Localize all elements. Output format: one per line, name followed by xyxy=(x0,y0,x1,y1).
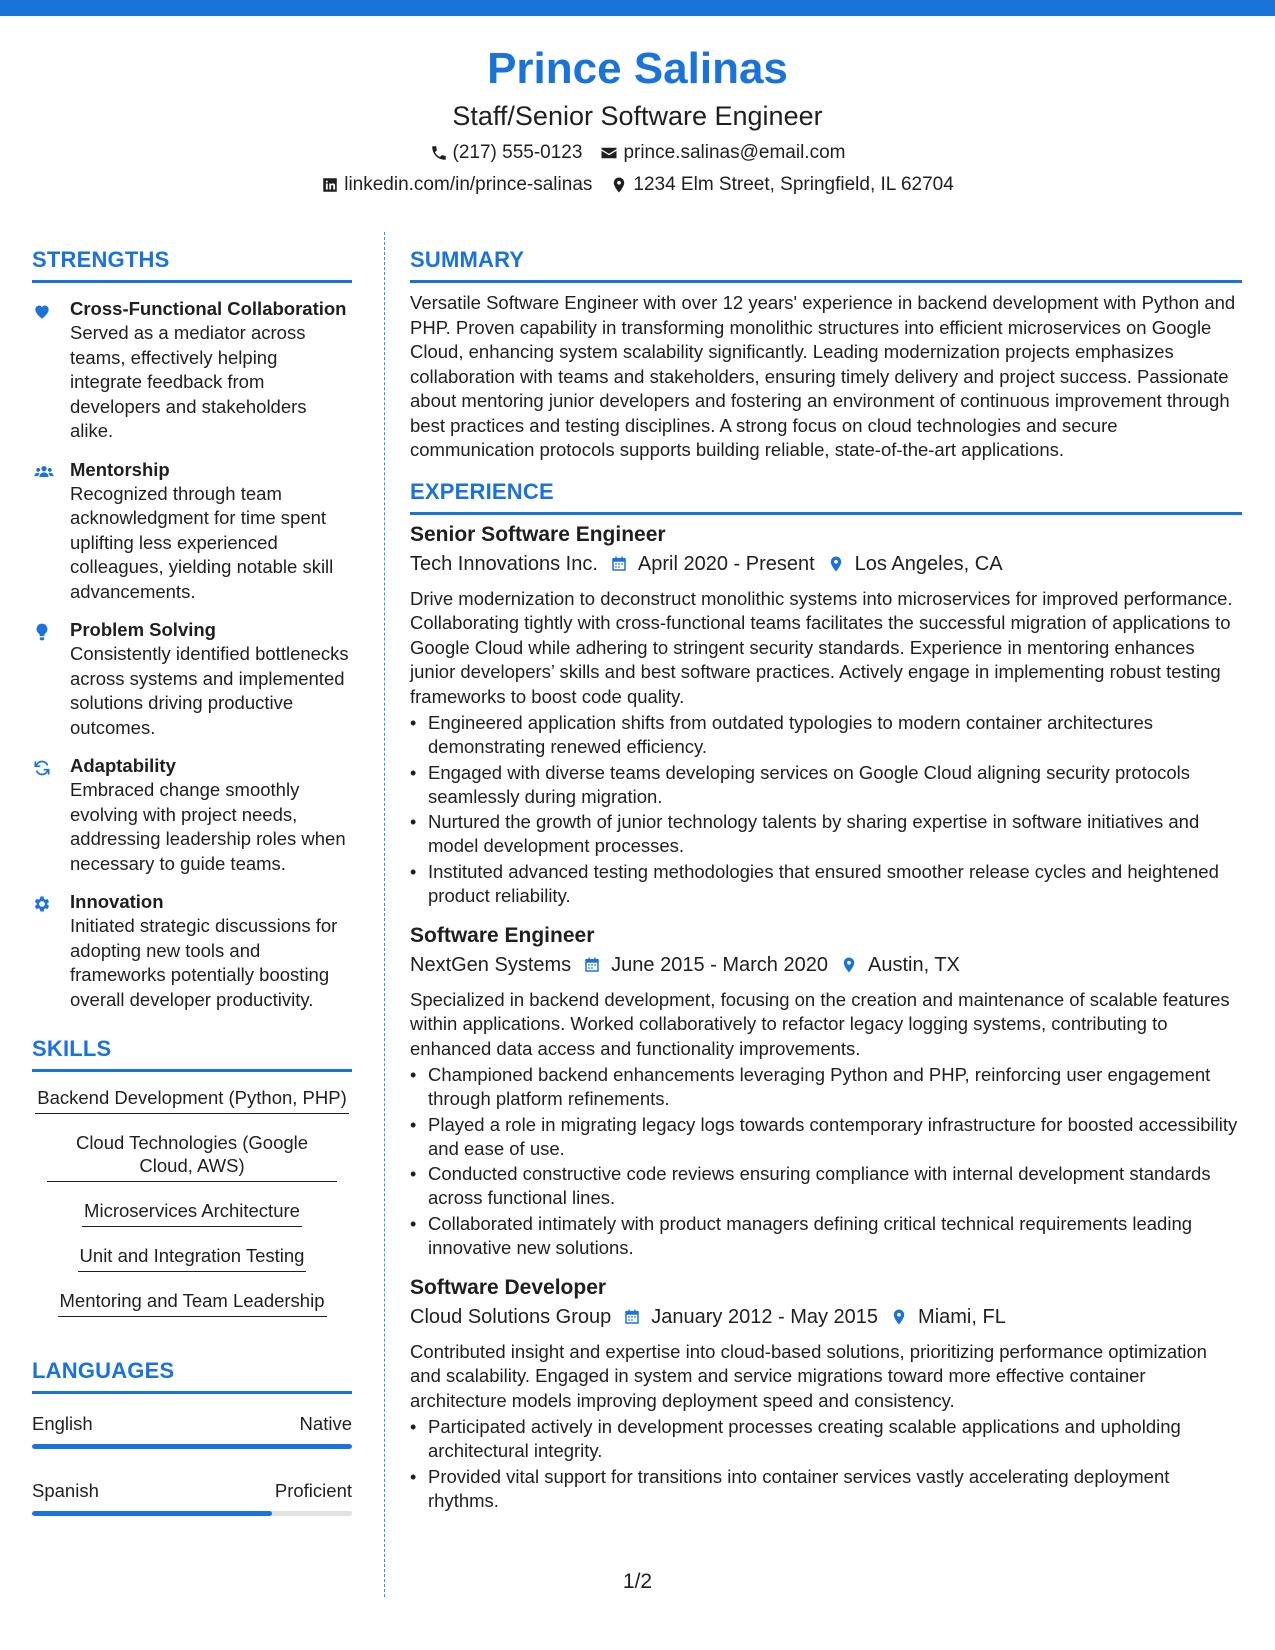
language-item xyxy=(32,1479,352,1516)
strength-item xyxy=(32,458,352,605)
map-pin-icon xyxy=(840,956,858,974)
job-meta xyxy=(410,549,1242,579)
strength-heading: Cross-Functional Collaboration xyxy=(70,298,347,319)
strength-item xyxy=(32,618,352,740)
skill-tag: Unit and Integration Testing xyxy=(78,1244,307,1272)
job-bullet: • Engaged with diverse teams developing services on Google Cloud aligning security protocols seamlessly during migration. xyxy=(410,761,1242,809)
strength-description: Served as a mediator across teams, effectively helping integrate feedback from developers and stakeholders alike. xyxy=(70,322,307,441)
top-accent-bar xyxy=(0,0,1275,16)
phone-text: (217) 555-0123 xyxy=(452,142,583,163)
email-item[interactable] xyxy=(600,140,845,166)
job-bullet: • Engineered application shifts from outdated typologies to modern container architectures demonstrating renewed efficiency. xyxy=(410,711,1242,759)
right-column xyxy=(410,245,1242,1527)
language-proficiency-fill xyxy=(32,1511,272,1516)
strength-heading: Innovation xyxy=(70,891,164,912)
language-proficiency-fill xyxy=(32,1444,352,1449)
address-item xyxy=(610,172,953,198)
job-company: Cloud Solutions Group xyxy=(410,1305,612,1328)
language-proficiency-bar xyxy=(32,1444,352,1449)
job-location: Miami, FL xyxy=(918,1305,1006,1328)
map-pin-icon xyxy=(890,1308,908,1326)
job-description: Contributed insight and expertise into cloud-based solutions, prioritizing performance optimization and scalability. Engaged in system and service migrations toward more effective container architecture models improving deployment speed and consistency. xyxy=(410,1340,1207,1411)
summary-text: Versatile Software Engineer with over 12 years' experience in backend development with Python and PHP. Proven capability in transforming monolithic structures into efficient microservices on Google Cloud, enhancing system scalability significantly. Leading modernization projects emphasizes collaboration with teams and stakeholders, ensuring timely delivery and project success. Passionate about mentoring junior developers and fostering an environment of continuous improvement through best practices and testing disciplines. A strong focus on cloud technologies and secure communication protocols supports building reliable, state-of-the-art applications. xyxy=(410,292,1236,460)
skill-tag: Backend Development (Python, PHP) xyxy=(35,1086,349,1114)
map-pin-icon xyxy=(827,555,845,573)
strengths-heading: STRENGTHS xyxy=(32,245,352,283)
linkedin-item[interactable] xyxy=(321,172,592,198)
sync-icon xyxy=(32,758,52,778)
skills-heading: SKILLS xyxy=(32,1034,352,1072)
contact-row-1 xyxy=(0,140,1275,166)
summary-heading: SUMMARY xyxy=(410,245,1242,283)
job-description: Specialized in backend development, focusing on the creation and maintenance of scalable features within applications. Worked collaboratively to refactor legacy logging systems, contributing to enhanced data access and functionality improvements. xyxy=(410,988,1230,1059)
resume-header xyxy=(0,40,1275,198)
calendar-icon xyxy=(623,1308,641,1326)
strength-heading: Adaptability xyxy=(70,755,176,776)
job-entry xyxy=(410,1274,1242,1513)
job-bullets xyxy=(410,1063,1242,1260)
users-icon xyxy=(32,462,56,482)
job-bullet: • Instituted advanced testing methodologies that ensured smoother release cycles and heightened product reliability. xyxy=(410,860,1242,908)
job-role: Senior Software Engineer xyxy=(410,522,666,546)
column-divider xyxy=(384,232,385,1597)
phone-item[interactable] xyxy=(430,140,583,166)
job-bullet: • Collaborated intimately with product managers defining critical technical requirements leading innovative new solutions. xyxy=(410,1212,1242,1260)
job-entry xyxy=(410,922,1242,1260)
page-number: 1/2 xyxy=(622,1570,653,1593)
job-bullet: • Played a role in migrating legacy logs towards contemporary infrastructure for boosted accessibility and ease of use. xyxy=(410,1113,1242,1161)
job-bullet: • Nurtured the growth of junior technology talents by sharing expertise in software initiatives and model development processes. xyxy=(410,810,1242,858)
lightbulb-icon xyxy=(32,622,52,642)
languages-heading: LANGUAGES xyxy=(32,1356,352,1394)
job-bullet: • Championed backend enhancements leveraging Python and PHP, reinforcing user engagement through platform refinements. xyxy=(410,1063,1242,1111)
email-text: prince.salinas@email.com xyxy=(623,142,846,163)
job-dates: April 2020 - Present xyxy=(637,552,815,575)
job-meta xyxy=(410,1302,1242,1332)
job-dates: January 2012 - May 2015 xyxy=(651,1305,879,1328)
language-level: Proficient xyxy=(274,1480,352,1501)
skill-tag: Cloud Technologies (Google Cloud, AWS) xyxy=(47,1131,337,1182)
experience-heading: EXPERIENCE xyxy=(410,477,1242,515)
job-bullet: • Conducted constructive code reviews ensuring compliance with internal development standards across functional lines. xyxy=(410,1162,1242,1210)
strength-description: Recognized through team acknowledgment for time spent uplifting less experienced colleagues, yielding notable skill advancements. xyxy=(70,482,334,602)
phone-icon xyxy=(430,144,448,162)
strength-heading: Mentorship xyxy=(70,458,170,480)
skill-tag: Mentoring and Team Leadership xyxy=(58,1289,327,1317)
linkedin-text: linkedin.com/in/prince-salinas xyxy=(344,174,593,195)
job-entry xyxy=(410,521,1242,908)
language-name: English xyxy=(32,1413,93,1434)
job-meta xyxy=(410,950,1242,980)
job-bullet: • Participated actively in development processes creating scalable applications and upholding architectural integrity. xyxy=(410,1415,1242,1463)
skills-list xyxy=(32,1086,352,1334)
job-role: Software Engineer xyxy=(410,923,595,947)
calendar-icon xyxy=(610,555,628,573)
strength-description: Initiated strategic discussions for adopting new tools and frameworks potentially boosting overall developer productivity. xyxy=(70,915,338,1010)
job-description: Drive modernization to deconstruct monolithic systems into microservices for improved performance. Collaborating tightly with cross-functional teams facilitates the successful migration of applications to Google Cloud while adhering to stringent security standards. Experience in mentoring enhances junior developers’ skills and best software practices. Actively engage in implementing robust testing frameworks to boost code quality. xyxy=(410,587,1233,707)
map-pin-icon xyxy=(610,176,628,194)
language-level: Native xyxy=(299,1413,352,1434)
language-proficiency-bar xyxy=(32,1511,352,1516)
job-bullets xyxy=(410,1415,1242,1513)
job-location: Austin, TX xyxy=(867,953,960,976)
linkedin-icon xyxy=(321,176,339,194)
job-dates: June 2015 - March 2020 xyxy=(611,953,828,976)
job-company: Tech Innovations Inc. xyxy=(410,552,598,575)
heart-icon xyxy=(32,301,52,321)
skill-tag: Microservices Architecture xyxy=(82,1199,302,1227)
calendar-icon xyxy=(583,956,601,974)
job-location: Los Angeles, CA xyxy=(854,552,1003,575)
address-text: 1234 Elm Street, Springfield, IL 62704 xyxy=(633,174,954,195)
contact-row-2 xyxy=(0,172,1275,198)
job-bullet: • Provided vital support for transitions into container services vastly accelerating deployment rhythms. xyxy=(410,1465,1242,1513)
job-company: NextGen Systems xyxy=(410,953,572,976)
strength-item xyxy=(32,890,352,1012)
candidate-title: Staff/Senior Software Engineer xyxy=(452,101,823,131)
strength-item xyxy=(32,297,352,444)
language-name: Spanish xyxy=(32,1480,99,1501)
job-role: Software Developer xyxy=(410,1275,607,1299)
gear-icon xyxy=(32,894,52,914)
strength-heading: Problem Solving xyxy=(70,619,216,640)
job-bullets xyxy=(410,711,1242,908)
strength-description: Embraced change smoothly evolving with project needs, addressing leadership roles when necessary to guide teams. xyxy=(70,779,346,874)
strength-description: Consistently identified bottlenecks across systems and implemented solutions driving productive outcomes. xyxy=(70,643,349,738)
envelope-icon xyxy=(600,144,618,162)
candidate-name: Prince Salinas xyxy=(487,44,788,93)
strength-item xyxy=(32,754,352,876)
left-column xyxy=(32,245,352,1538)
language-item xyxy=(32,1412,352,1449)
